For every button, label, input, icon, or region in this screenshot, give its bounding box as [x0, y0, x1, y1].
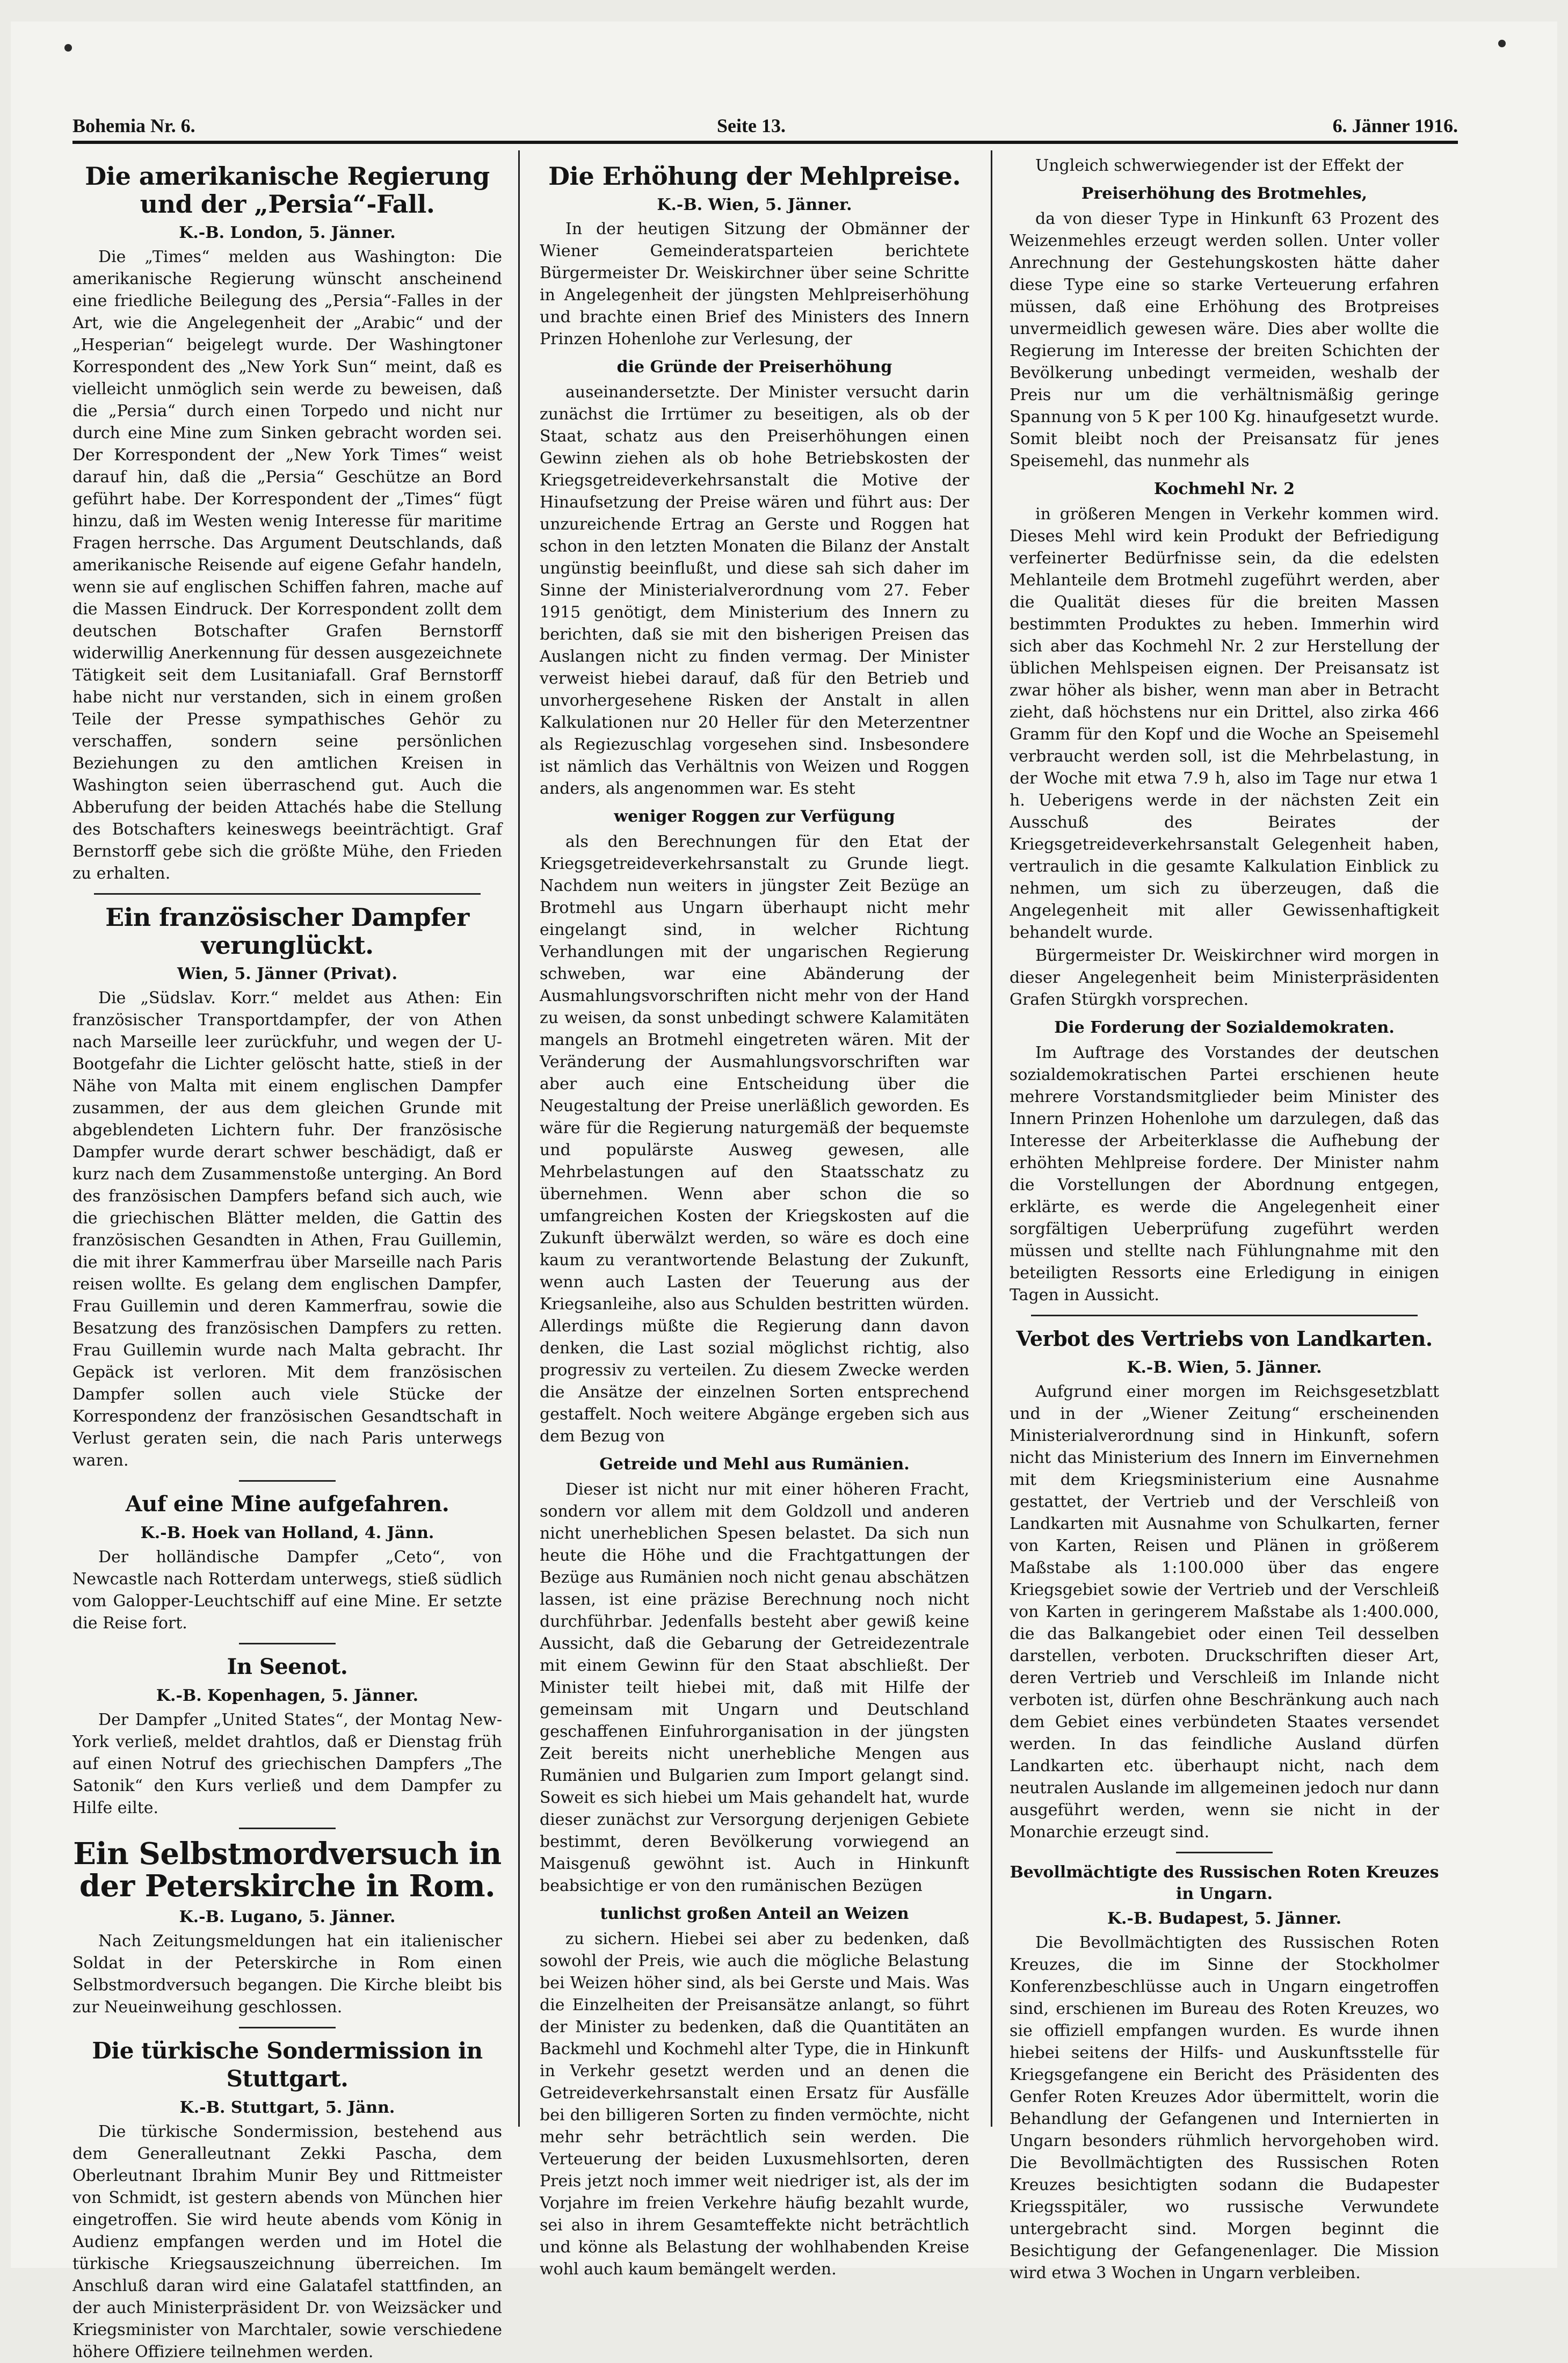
publication-name: Bohemia Nr. 6.	[72, 115, 195, 136]
article-mehlpreise-continued	[1010, 155, 1439, 1306]
article-separator	[239, 2027, 336, 2028]
column-left	[72, 155, 502, 2361]
article-text: in größeren Mengen in Verkehr kommen wird. Dieses Mehl wird kein Produkt der Befriedigung verfeinerter Bedürfnisse sein, da die edelsten Mehlanteile dem Brotmehl zugeführt werden, aber die Qualität dieses für die breiten Massen bestimmten Produktes zu heben. Immerhin wird sich aber das Kochmehl Nr. 2 zur Herstellung der üblichen Mehlspeisen eignen. Der Preisansatz ist zwar höher als bisher, wenn man aber in Betracht zieht, daß höchstens nur ein Drittel, also zirka 466 Gramm für den Kopf und die Woche an Speisemehl verbraucht werden soll, ist die Mehrbelastung, in der Woche mit etwa 7.9 h, also im Tage nur etwa 1 h. Ueberigens werde in der nächsten Zeit ein Ausschuß des Beirates der Kriegsgetreideverkehrsanstalt Gelegenheit haben, vertraulich in die gesamte Kalkulation Einblick zu nehmen, um sich zu überzeugen, daß die Angelegenheit mit aller Gewissenhaftigkeit behandelt wurde.	[1010, 505, 1439, 942]
article-text: auseinandersetzte. Der Minister versucht darin zunächst die Irrtümer zu beseitigen, als ob der Staat, schatz aus den Preiserhöhungen einen Gewinn ziehen als ob hohe Betriebskosten der Kriegsgetreideverkehrsanstalt die Motive der Hinaufsetzung der Preise wären und führt aus: Der unzureichende Ertrag an Gerste und Roggen hat schon in den letzten Monaten die Bilanz der Anstalt ungünstig beeinflußt, und diese sah sich daher im Sinne der Ministerialverordnung vom 27. Feber 1915 genötigt, dem Ministerium des Innern zu berichten, daß sie mit den bisherigen Preisen das Auslangen nicht zu finden vermag. Der Minister verweist hiebei darauf, daß für den Betrieb und unvorhergesehene Risken der Anstalt in allen Kalkulationen nur 20 Heller für den Meterzentner als Regiezuschlag vorgesehen sind. Insbesondere ist nämlich das Verhältnis von Weizen und Roggen anders, als angenommen war. Es steht	[540, 383, 969, 798]
article-text: Nach Zeitungsmeldungen hat ein italienischer Soldat in der Peterskirche in Rom einen Selbstmordversuch begangen. Die Kirche bleibt bis zur Neueinweihung geschlossen.	[72, 1932, 502, 2017]
punch-hole-mark	[64, 44, 72, 52]
article-subheading: die Gründe der Preiserhöhung	[616, 358, 892, 376]
article-text: Die „Südslav. Korr.“ meldet aus Athen: Ein französischer Transportdampfer, der von Athen nach Marseille leer zurückfuhr, und wegen der U-Bootgefahr die Lichter gelöscht hatte, stieß in der Nähe von Malta mit einem englischen Dampfer zusammen, der aus dem gleichen Grunde mit abgeblendeten Lichtern fuhr. Der französische Dampfer wurde derart schwer beschädigt, daß er kurz nach dem Zusammenstoße unterging. An Bord des französischen Dampfers befand sich auch, wie die griechischen Blätter melden, die Gattin des französischen Gesandten in Athen, Frau Guillemin, die mit ihrer Kammerfrau über Marseille nach Paris reisen wollte. Es gelang dem englischen Dampfer, Frau Guillemin und deren Kammerfrau, sowie die Besatzung des französischen Dampfers zu retten. Frau Guillemin wurde nach Malta gebracht. Ihr Gepäck ist verloren. Mit dem französischen Dampfer sollen auch viele Stücke der Korrespondenz der französischen Gesandtschaft in Verlust geraten sein, die nach Paris unterwegs waren.	[72, 989, 502, 1470]
article-mine	[72, 1490, 502, 1634]
article-dateline: K.-B. Lugano, 5. Jänner.	[179, 1908, 396, 1926]
article-separator	[239, 1480, 336, 1482]
article-text: Die türkische Sondermission, bestehend aus dem Generalleutnant Zekki Pascha, dem Oberleutnant Ibrahim Munir Bey und Rittmeister von Schmidt, ist gestern abends von München hier eingetroffen. Sie wird heute abends vom König in Audienz empfangen werden und im Hotel die türkische Kriegsauszeichnung überreichen. Im Anschluß daran wird eine Galatafel stattfinden, an der auch Ministerpräsident Dr. von Weizsäcker und Kriegsminister von Marchtaler, sowie verschiedene höhere Offiziere teilnehmen werden.	[72, 2122, 502, 2361]
article-text: Ungleich schwerwiegender ist der Effekt der	[1035, 156, 1404, 175]
article-headline: Verbot des Vertriebs von Landkarten.	[1016, 1327, 1433, 1351]
page-number: Seite 13.	[717, 115, 786, 136]
column-divider	[991, 150, 992, 2127]
article-text: Bürgermeister Dr. Weiskirchner wird morgen in dieser Angelegenheit beim Ministerpräsidenten Grafen Stürgkh vorsprechen.	[1010, 946, 1439, 1009]
article-dateline: K.-B. Kopenhagen, 5. Jänner.	[156, 1686, 419, 1705]
article-headline: Die Erhöhung der Mehlpreise.	[548, 162, 961, 191]
article-subheading: weniger Roggen zur Verfügung	[614, 807, 895, 826]
article-separator	[1031, 1315, 1418, 1316]
article-dateline: K.-B. Budapest, 5. Jänner.	[1107, 1909, 1342, 1928]
article-text: da von dieser Type in Hinkunft 63 Prozent des Weizenmehles erzeugt werden sollen. Unter voller Anrechnung der Gestehungskosten hätte daher diese Type eine so starke Verteuerung erfahren müssen, daß eine Erhöhung des Brotpreises unvermeidlich gewesen wäre. Dies aber wollte die Regierung im Interesse der breiten Schichten der Bevölkerung unbedingt vermeiden, weshalb der Preis nur um die verhältnismäßig geringe Spannung von 5 K per 100 Kg. hinaufgesetzt wurde. Somit bleibt noch der Preisansatz für jenes Speisemehl, das nunmehr als	[1010, 209, 1439, 470]
article-subheading: Kochmehl Nr. 2	[1153, 480, 1295, 498]
article-text: Aufgrund einer morgen im Reichsgesetzblatt und in der „Wiener Zeitung“ erscheinenden Ministerialverordnung sind in Hinkunft, sofern nicht das Ministerium des Innern im Einvernehmen mit dem Kriegsministerium eine Ausnahme gestattet, der Vertrieb und der Verschleiß von Landkarten mit Ausnahme von Schulkarten, ferner von Karten, Reisen und Plänen in größerem Maßstabe als 1:100.000 über das engere Kriegsgebiet sowie der Vertrieb und der Verschleiß von Karten in geringerem Maßstabe als 1:400.000, die das Balkangebiet oder einen Teil desselben darstellen, verboten. Druckschriften dieser Art, deren Vertrieb und Verschleiß im Inlande nicht verboten ist, dürfen ohne Beschränkung auch nach dem Gebiet eines verbündeten Staates versendet werden. In das feindliche Ausland dürfen Landkarten etc. überhaupt nicht, nach dem neutralen Auslande im allgemeinen jedoch nur dann ausgeführt werden, wenn sie nicht in der Monarchie erzeugt sind.	[1010, 1382, 1439, 1842]
article-text: Die „Times“ melden aus Washington: Die amerikanische Regierung wünscht anscheinend eine friedliche Beilegung des „Persia“-Falles in der Art, wie die Angelegenheit der „Arabic“ und der „Hesperian“ beigelegt wurde. Der Washingtoner Korrespondent des „New York Sun“ meint, daß es vielleicht unmöglich sein werde zu beweisen, daß die „Persia“ durch einen Torpedo und nicht nur durch eine Mine zum Sinken gebracht worden sei. Der Korrespondent der „New York Times“ weist darauf hin, daß die „Persia“ Geschütze an Bord geführt habe. Der Korrespondent der „Times“ fügt hinzu, daß im Westen wenig Interesse für maritime Fragen herrsche. Das Argument Deutschlands, daß amerikanische Reisende auf eigene Gefahr handeln, wenn sie auf englischen Schiffen fahren, mache auf die Massen Eindruck. Der Korrespondent zollt dem deutschen Botschafter Grafen Bernstorff widerwillig Anerkennung für dessen ausgezeichnete Tätigkeit seit dem Lusitaniafall. Graf Bernstorff habe nicht nur verstanden, sich in einem großen Teile der Presse sympathisches Gehör zu verschaffen, sondern seine persönlichen Beziehungen zu den amtlichen Kreisen in Washington seien überraschend gut. Auch die Abberufung der beiden Attachés habe die Stellung des Botschafters keineswegs beeinträchtigt. Graf Bernstorff gebe sich die größte Mühe, den Frieden zu erhalten.	[72, 248, 502, 883]
article-text: als den Berechnungen für den Etat der Kriegsgetreideverkehrsanstalt zu Grunde liegt. Nachdem nun weiters in jüngster Zeit Bezüge an Brotmehl aus Ungarn überhaupt nicht mehr eingelangt sind, in welcher Richtung Verhandlungen mit der ungarischen Regierung schweben, war eine Abänderung der Ausmahlungsvorschriften nicht mehr von der Hand zu weisen, da sonst unbedingt schwere Kalamitäten mangels an Brotmehl eingetreten wären. Mit der Veränderung der Ausmahlungsvorschriften war aber auch eine Entscheidung über die Neugestaltung der Preise unerläßlich geworden. Es wäre für die Regierung naturgemäß der bequemste und populärste Ausweg gewesen, alle Mehrbelastungen auf den Staatsschatz zu übernehmen. Wenn aber schon die so umfangreichen Kosten der Kriegskosten auf die Zukunft überwälzt werden, so wäre es doch eine kaum zu verantwortende Belastung der Zukunft, wenn auch Lasten der Teuerung aus der Kriegsanleihe, also aus Schulden bestritten würden. Allerdings müßte die Regierung dann davon denken, die Last sozial möglichst richtig, also progressiv zu verteilen. Zu diesem Zwecke werden die Ansätze der einzelnen Sorten entsprechend gestaffelt. Noch weitere Abgänge ergeben sich aus dem Bezug von	[540, 832, 969, 1446]
article-headline: Bevollmächtigte des Russischen Roten Kreuzes in Ungarn.	[1010, 1863, 1439, 1903]
article-headline: Auf eine Mine aufgefahren.	[125, 1491, 449, 1517]
article-headline: In Seenot.	[227, 1654, 348, 1679]
issue-date: 6. Jänner 1916.	[1332, 115, 1458, 136]
article-headline: Ein französischer Dampfer verunglückt.	[105, 903, 469, 960]
article-dateline: K.-B. Wien, 5. Jänner.	[1127, 1358, 1322, 1377]
article-text: zu sichern. Hiebei sei aber zu bedenken, daß sowohl der Preis, wie auch die mögliche Belastung bei Weizen höher sind, als bei Gerste und Mais. Was die Einzelheiten der Preisansätze anlangt, so führt der Minister zu bedenken, daß die Quantitäten an Backmehl und Kochmehl alter Type, die in Hinkunft in Verkehr gesetzt werden und an denen die Getreideverkehrsanstalt einen Ersatz für Ausfälle bei den billigeren Sorten zu finden vermöchte, nicht mehr sehr beträchtlich sein werden. Die Verteuerung der beiden Luxusmehlsorten, deren Preis jetzt noch immer weit niedriger ist, als der im Vorjahre im freien Verkehre häufig bezahlt wurde, sei also in ihrem Gesamteffekte nicht beträchtlich und könne als Belastung der wohlhabenden Kreise wohl auch kaum bemängelt werden.	[540, 1930, 969, 2279]
article-dateline: K.-B. Hoek van Holland, 4. Jänn.	[140, 1524, 434, 1542]
article-subheading: tunlichst großen Anteil an Weizen	[600, 1904, 909, 1923]
punch-hole-mark	[1498, 40, 1506, 47]
article-seenot	[72, 1653, 502, 1819]
article-landkarten	[1010, 1325, 1439, 1843]
article-mehlpreise	[540, 162, 969, 2280]
article-dateline: Wien, 5. Jänner (Privat).	[177, 965, 398, 983]
column-middle	[540, 155, 969, 2279]
article-subheading: Preiserhöhung des Brotmehles,	[1081, 184, 1368, 203]
article-headline: Ein Selbstmordversuch in der Peterskirche in Rom.	[73, 1836, 502, 1904]
article-persia	[72, 162, 502, 885]
header-rule	[72, 141, 1458, 144]
article-rotes-kreuz	[1010, 1862, 1439, 2284]
column-divider	[518, 150, 520, 2127]
article-headline: Die amerikanische Regierung und der „Persia“-Fall.	[85, 162, 490, 219]
article-separator	[239, 1643, 336, 1644]
page-header	[72, 112, 1458, 140]
article-dampfer	[72, 903, 502, 1472]
article-text: Dieser ist nicht nur mit einer höheren Fracht, sondern vor allem mit dem Goldzoll und anderen nicht unerheblichen Spesen belastet. Da sich nun heute die Höhe und die Frachtgattungen der Bezüge aus Rumänien noch nicht genau abschätzen lassen, ist eine präzise Berechnung noch nicht durchführbar. Jedenfalls besteht aber gewiß keine Aussicht, daß die Gebarung der Getreidezentrale mit einem Gewinn für den Staat abschließt. Der Minister teilt hiebei mit, daß mit Hilfe der gemeinsam mit Ungarn und Deutschland geschaffenen Einfuhrorganisation in der jüngsten Zeit bereits nicht unerhebliche Mengen aus Rumänien und Bulgarien zum Import gelangt sind. Soweit es sich hiebei um Mais gehandelt hat, wurde dieser zunächst zur Versorgung derjenigen Gebiete bestimmt, deren Bevölkerung vorwiegend an Maisgenuß gewöhnt ist. Auch in Hinkunft beabsichtige er von den rumänischen Bezügen	[540, 1480, 969, 1895]
article-peterskirche	[72, 1838, 502, 2018]
article-text: Im Auftrage des Vorstandes der deutschen sozialdemokratischen Partei erschienen heute mehrere Vorstandsmitglieder beim Minister des Innern Prinzen Hohenlohe um darzulegen, daß das Interesse der Arbeiterklasse die Aufhebung der erhöhten Mehlpreise fordere. Der Minister nahm die Vorstellungen der Abordnung entgegen, erklärte, es werde die Angelegenheit einer sorgfältigen Ueberprüfung zugeführt werden müssen und stellte nach Fühlungnahme mit den beteiligten Ressorts eine Erledigung in einigen Tagen in Aussicht.	[1010, 1043, 1439, 1304]
article-text: Der holländische Dampfer „Ceto“, von Newcastle nach Rotterdam unterwegs, stieß südlich vom Galopper-Leuchtschiff auf eine Mine. Er setzte die Reise fort.	[72, 1548, 502, 1633]
article-text: In der heutigen Sitzung der Obmänner der Wiener Gemeinderatsparteien berichtete Bürgermeister Dr. Weiskirchner über seine Schritte in Angelegenheit der jüngsten Mehlpreiserhöhung und brachte einen Brief des Ministers des Innern Prinzen Hohenlohe zur Verlesung, der	[540, 220, 969, 349]
article-text: Die Bevollmächtigten des Russischen Roten Kreuzes, die im Sinne der Stockholmer Konferenzbeschlüsse auch in Ungarn eingetroffen sind, erschienen im Bureau des Roten Kreuzes, wo sie offiziell empfangen wurden. Es wurde ihnen hiebei seitens der Hilfs- und Auskunftsstelle für Kriegsgefangene ein Bericht des Präsidenten des Genfer Roten Kreuzes Ador übermittelt, worin die Behandlung der Gefangenen und Internierten in Ungarn besonders rühmlich hervorgehoben wird. Die Bevollmächtigten des Russischen Roten Kreuzes besichtigten sodann die Budapester Kriegsspitäler, wo russische Verwundete untergebracht sind. Morgen beginnt die Besichtigung der Gefangenenlager. Die Mission wird etwa 3 Wochen in Ungarn verbleiben.	[1010, 1933, 1439, 2282]
article-separator	[239, 1828, 336, 1829]
article-sondermission	[72, 2037, 502, 2363]
article-headline: Die türkische Sondermission in Stuttgart.	[92, 2038, 483, 2092]
article-dateline: K.-B. London, 5. Jänner.	[179, 223, 396, 242]
article-text: Der Dampfer „United States“, der Montag New-York verließ, meldet drahtlos, daß er Dienstag früh auf einen Notruf des griechischen Dampfers „The Satonik“ den Kurs verließ und dem Dampfer zu Hilfe eilte.	[72, 1710, 502, 1817]
article-dateline: K.-B. Stuttgart, 5. Jänn.	[179, 2098, 395, 2117]
column-right	[1010, 155, 1439, 2282]
article-separator	[1176, 1852, 1273, 1853]
article-dateline: K.-B. Wien, 5. Jänner.	[657, 195, 852, 214]
article-subheading: Getreide und Mehl aus Rumänien.	[599, 1455, 910, 1474]
article-separator	[94, 893, 481, 895]
article-subheading: Die Forderung der Sozialdemokraten.	[1054, 1018, 1395, 1037]
